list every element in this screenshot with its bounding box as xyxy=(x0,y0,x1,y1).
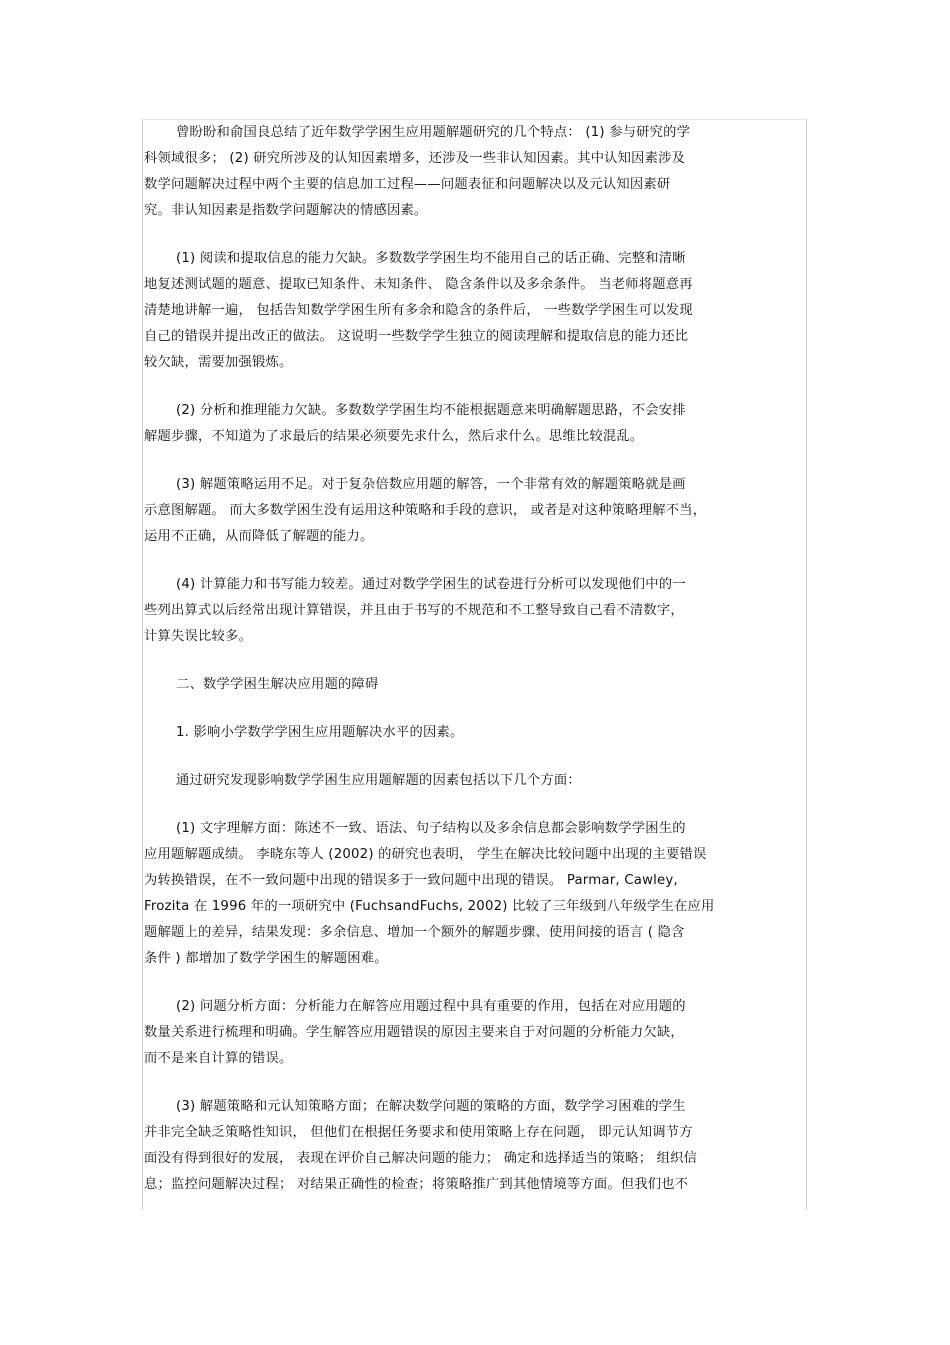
heading-text: 二、数学学困生解决应用题的障碍 xyxy=(176,677,379,692)
text-line: 并非完全缺乏策略性知识， 但他们在根据任务要求和使用策略上存在问题， 即元认知调节方 xyxy=(144,1125,693,1140)
text-line: (1) 阅读和提取信息的能力欠缺。多数数学学困生均不能用自己的话正确、完整和清晰 xyxy=(176,251,686,266)
text-line: 息；监控问题解决过程； 对结果正确性的检查；将策略推广到其他情境等方面。但我们也不 xyxy=(144,1177,689,1192)
point-2-paragraph xyxy=(144,398,806,450)
text-line: 题解题上的差异，结果发现：多余信息、增加一个额外的解题步骤、使用间接的语言 ( 隐含 xyxy=(144,925,685,940)
text-line: 清楚地讲解一遍， 包括告知数学学困生所有多余和隐含的条件后， 一些数学学困生可以发现 xyxy=(144,303,693,318)
document-body xyxy=(144,120,806,1220)
text-line: (4) 计算能力和书写能力较差。通过对数学学困生的试卷进行分析可以发现他们中的一 xyxy=(176,577,686,592)
factors-intro-paragraph xyxy=(144,768,806,794)
text-line: 通过研究发现影响数学学困生应用题解题的因素包括以下几个方面： xyxy=(176,773,581,788)
text-line: 较欠缺，需要加强锻炼。 xyxy=(144,355,293,370)
text-line: 究。非认知因素是指数学问题解决的情感因素。 xyxy=(144,203,428,218)
section-2-heading xyxy=(144,672,806,698)
text-line: 示意图解题。 而大多数学困生没有运用这种策略和手段的意识， 或者是对这种策略理解不当， xyxy=(144,503,707,518)
text-line: 应用题解题成绩。 李晓东等人 (2002) 的研究也表明， 学生在解决比较问题中出现的主要错误 xyxy=(144,847,707,862)
text-line: 而不是来自计算的错误。 xyxy=(144,1051,293,1066)
subsection-1-heading xyxy=(144,720,806,746)
text-line: 地复述测试题的题意、提取已知条件、未知条件、 隐含条件以及多余条件。 当老师将题意再 xyxy=(144,277,693,292)
text-line: 曾盼盼和俞国良总结了近年数学学困生应用题解题研究的几个特点： (1) 参与研究的学 xyxy=(176,125,691,140)
intro-paragraph xyxy=(144,120,806,224)
text-line: (2) 问题分析方面：分析能力在解答应用题过程中具有重要的作用，包括在对应用题的 xyxy=(176,999,686,1014)
text-line: Frozita 在 1996 年的一项研究中 (FuchsandFuchs, 2002) 比较了三年级到八年级学生在应用 xyxy=(144,899,715,914)
factor-2-paragraph xyxy=(144,994,806,1072)
text-line: 科领域很多； (2) 研究所涉及的认知因素增多，还涉及一些非认知因素。其中认知因素涉及 xyxy=(144,151,686,166)
text-line: 面没有得到很好的发展， 表现在评价自己解决问题的能力； 确定和选择适当的策略； 组织信 xyxy=(144,1151,698,1166)
text-line: (1) 文字理解方面：陈述不一致、语法、句子结构以及多余信息都会影响数学学困生的 xyxy=(176,821,686,836)
text-line: 运用不正确，从而降低了解题的能力。 xyxy=(144,529,374,544)
text-line: (3) 解题策略和元认知策略方面；在解决数学问题的策略的方面，数学学习困难的学生 xyxy=(176,1099,686,1114)
text-line: (3) 解题策略运用不足。对于复杂倍数应用题的解答，一个非常有效的解题策略就是画 xyxy=(176,477,686,492)
point-3-paragraph xyxy=(144,472,806,550)
factor-3-paragraph xyxy=(144,1094,806,1198)
heading-text: 1. 影响小学数学学困生应用题解决水平的因素。 xyxy=(176,725,464,740)
text-line: 计算失误比较多。 xyxy=(144,629,252,644)
text-line: (2) 分析和推理能力欠缺。多数数学学困生均不能根据题意来明确解题思路，不会安排 xyxy=(176,403,686,418)
text-line: 条件 ) 都增加了数学学困生的解题困难。 xyxy=(144,951,388,966)
text-line: 解题步骤，不知道为了求最后的结果必须要先求什么，然后求什么。思维比较混乱。 xyxy=(144,429,644,444)
point-1-paragraph xyxy=(144,246,806,376)
text-line: 数学问题解决过程中两个主要的信息加工过程——问题表征和问题解决以及元认知因素研 xyxy=(144,177,671,192)
text-line: 自己的错误并提出改正的做法。 这说明一些数学学生独立的阅读理解和提取信息的能力还比 xyxy=(144,329,689,344)
text-line: 些列出算式以后经常出现计算错误，并且由于书写的不规范和不工整导致自己看不清数字， xyxy=(144,603,684,618)
factor-1-paragraph xyxy=(144,816,806,972)
text-line: 数量关系进行梳理和明确。学生解答应用题错误的原因主要来自于对问题的分析能力欠缺， xyxy=(144,1025,684,1040)
text-line: 为转换错误，在不一致问题中出现的错误多于一致问题中出现的错误。 Parmar, Cawley, xyxy=(144,873,678,888)
point-4-paragraph xyxy=(144,572,806,650)
